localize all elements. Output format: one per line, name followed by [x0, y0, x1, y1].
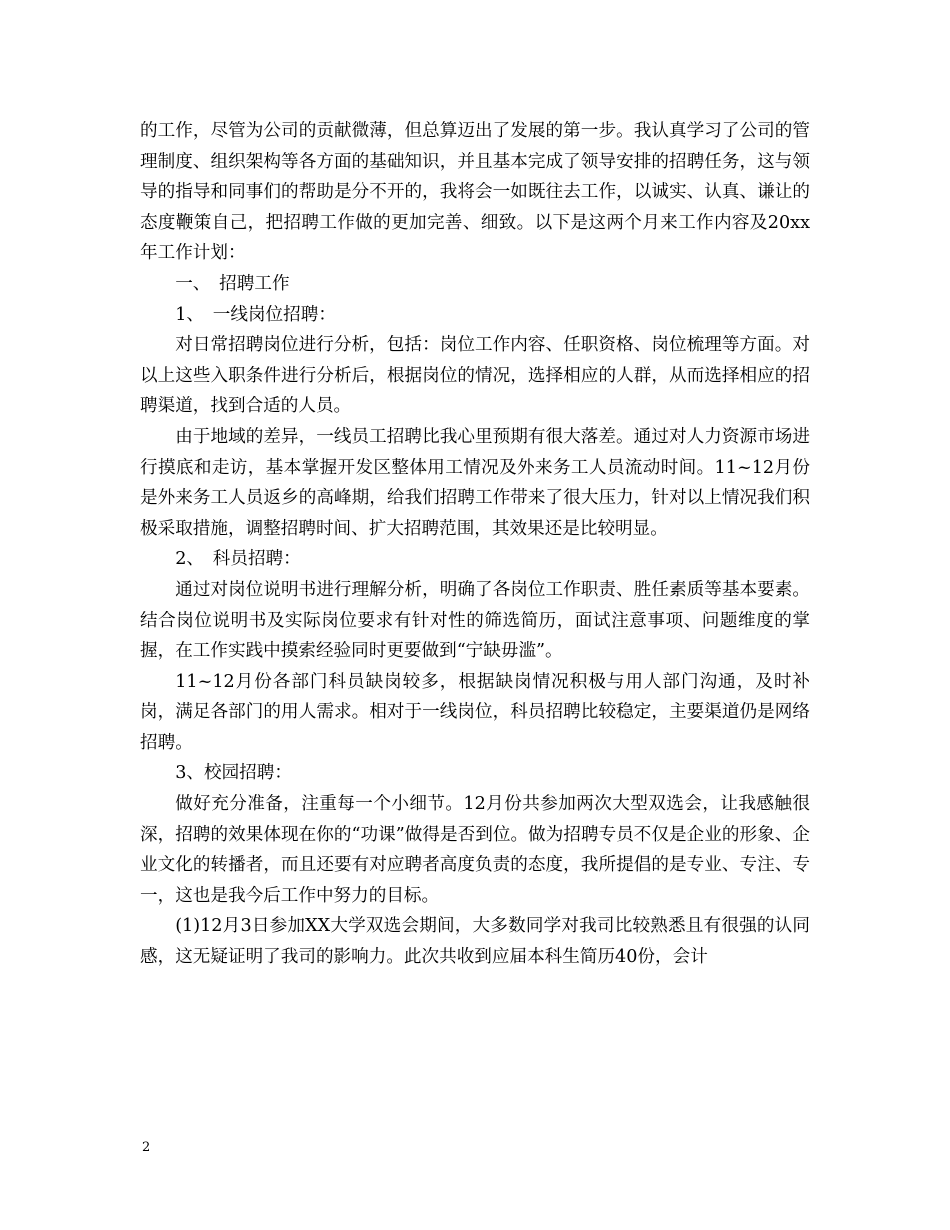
subheading-campus-recruitment: 3、校园招聘：	[175, 763, 292, 784]
paragraph-intro: 的工作，尽管为公司的贡献微薄，但总算迈出了发展的第一步。我认真学习了公司的管理制度、组织架构等各方面的基础知识，并且基本完成了领导安排的招聘任务，这与领导的指导和同事们的帮助是分不开的，我将会一如既往去工作，以诚实、认真、谦让的态度鞭策自己，把招聘工作做的更加完善、细致。以下是这两个月来工作内容及20xx年工作计划：	[140, 121, 810, 264]
paragraph-frontline-situation: 由于地域的差异，一线员工招聘比我心里预期有很大落差。通过对人力资源市场进行摸底和走访，基本掌握开发区整体用工情况及外来务工人员流动时间。11~12月份是外来务工人员返乡的高峰期，给我们招聘工作带来了很大压力，针对以上情况我们积极采取措施，调整招聘时间、扩大招聘范围，其效果还是比较明显。	[140, 426, 810, 539]
paragraph-campus-event-1: (1)12月3日参加XX大学双选会期间，大多数同学对我司比较熟悉且有很强的认同感，这无疑证明了我司的影响力。此次共收到应届本科生简历40份，会计	[140, 916, 810, 968]
subheading-frontline-recruitment: 1、 一线岗位招聘：	[175, 304, 336, 325]
document-body	[140, 116, 810, 973]
paragraph-staff-situation: 11~12月份各部门科员缺岗较多，根据缺岗情况积极与用人部门沟通，及时补岗，满足各部门的用人需求。相对于一线岗位，科员招聘比较稳定，主要渠道仍是网络招聘。	[140, 671, 810, 753]
paragraph-staff-analysis: 通过对岗位说明书进行理解分析，明确了各岗位工作职责、胜任素质等基本要素。结合岗位说明书及实际岗位要求有针对性的筛选简历，面试注意事项、问题维度的掌握，在工作实践中摸索经验同时更要做到“宁缺毋滥”。	[140, 579, 810, 662]
paragraph-campus-preparation: 做好充分准备，注重每一个小细节。12月份共参加两次大型双选会，让我感触很深，招聘的效果体现在你的“功课”做得是否到位。做为招聘专员不仅是企业的形象、企业文化的转播者，而且还要有对应聘者高度负责的态度，我所提倡的是专业、专注、专一，这也是我今后工作中努力的目标。	[140, 794, 810, 906]
subheading-staff-recruitment: 2、 科员招聘：	[175, 549, 301, 570]
page-number: 2	[142, 1140, 151, 1155]
paragraph-frontline-analysis: 对日常招聘岗位进行分析，包括：岗位工作内容、任职资格、岗位梳理等方面。对以上这些入职条件进行分析后，根据岗位的情况，选择相应的人群，从而选择相应的招聘渠道，找到合适的人员。	[140, 335, 810, 417]
section-heading-recruitment: 一、 招聘工作	[175, 273, 290, 294]
